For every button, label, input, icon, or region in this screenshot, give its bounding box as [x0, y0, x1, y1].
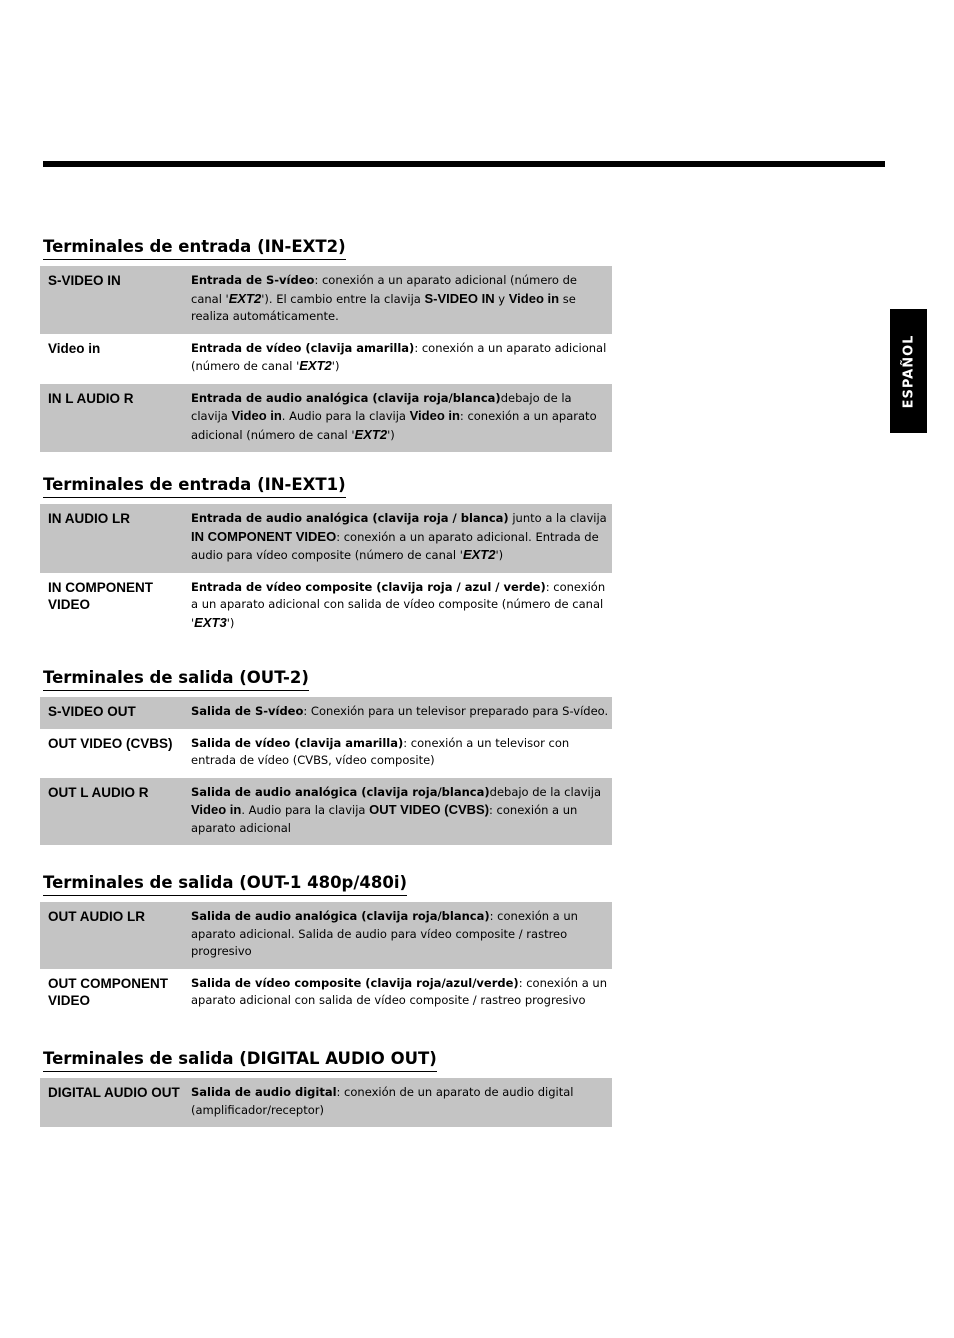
terminal-name: S-VIDEO IN — [48, 273, 121, 288]
description-text: . Audio para la clavija — [281, 409, 410, 423]
terminal-name: OUT VIDEO (CVBS) — [48, 735, 173, 751]
description-text: se realiza automáticamente. — [191, 291, 576, 323]
description-text: junto a la clavija — [508, 511, 607, 525]
description-text: S-VIDEO IN — [424, 290, 495, 306]
description-text: EXT2 — [354, 426, 388, 442]
terminal-table — [40, 266, 612, 452]
terminal-description — [191, 510, 612, 565]
description-text: Entrada de audio analógica (clavija roja/blanca) — [191, 390, 501, 405]
terminal-name: OUT COMPONENT VIDEO — [48, 975, 168, 1008]
description-text: Video in — [191, 802, 242, 817]
terminal-name: S-VIDEO OUT — [48, 704, 136, 719]
description-text: Salida de vídeo (clavija amarilla) — [191, 735, 404, 750]
description-text: Entrada de audio analógica (clavija roja / blanca) — [191, 511, 509, 525]
table-row — [40, 334, 612, 384]
description-text: ') — [495, 548, 504, 562]
description-text: Salida de S-vídeo — [191, 704, 304, 718]
table-row — [40, 729, 612, 778]
section-title: Terminales de entrada (IN-EXT1) — [43, 474, 346, 498]
description-text: : conexión a un aparato adicional (número de canal ' — [191, 409, 597, 442]
description-text: : conexión a un aparato adicional. Entrada de audio para vídeo composite (número de canal ' — [191, 529, 599, 562]
terminal-table — [40, 902, 612, 1018]
terminal-description — [191, 735, 612, 770]
terminal-name: OUT L AUDIO R — [48, 784, 149, 800]
description-text: Entrada de vídeo (clavija amarilla) — [191, 340, 415, 355]
table-row — [40, 573, 612, 641]
description-text: Video in — [231, 408, 282, 423]
section — [40, 1048, 612, 1127]
terminal-description — [191, 908, 612, 961]
table-row — [40, 266, 612, 334]
description-text: Video in — [409, 408, 460, 423]
description-text: Salida de audio digital — [191, 1085, 337, 1099]
terminal-name: OUT AUDIO LR — [48, 909, 145, 924]
description-text: y — [494, 291, 509, 306]
terminal-name: Video in — [48, 340, 101, 356]
description-text: Salida de audio analógica (clavija roja/blanca) — [191, 784, 490, 799]
description-text: ') — [387, 427, 395, 442]
description-text: Salida de vídeo composite (clavija roja/azul/verde) — [191, 975, 519, 990]
terminal-table — [40, 1078, 612, 1127]
section — [40, 236, 612, 452]
description-text: : conexión a un televisor con entrada de vídeo (CVBS, vídeo composite) — [191, 735, 570, 767]
description-text: : conexión de un aparato de audio digital (amplificador/receptor) — [191, 1085, 574, 1117]
description-text: ') — [226, 615, 235, 630]
description-text: : conexión a un aparato adicional con salida de vídeo composite (número de canal ' — [191, 579, 606, 630]
description-text: ') — [331, 359, 340, 373]
description-text: EXT3 — [194, 614, 227, 630]
description-text: : conexión a un aparato adicional (número de canal ' — [191, 340, 607, 373]
table-row — [40, 504, 612, 573]
description-text: : conexión a un aparato adicional (número de canal ' — [191, 273, 577, 306]
language-tab-label: ESPAÑOL — [901, 334, 917, 408]
description-text: Entrada de S-vídeo — [191, 273, 315, 287]
table-row — [40, 902, 612, 969]
terminal-name: IN L AUDIO R — [48, 390, 134, 406]
description-text: : conexión a un aparato adicional — [191, 803, 578, 835]
description-text: Entrada de vídeo composite (clavija roja / azul / verde) — [191, 579, 546, 594]
terminal-description — [191, 272, 612, 326]
terminal-table — [40, 697, 612, 845]
section-title: Terminales de salida (OUT-1 480p/480i) — [43, 872, 407, 896]
description-text: EXT2 — [228, 290, 262, 306]
table-row — [40, 384, 612, 453]
terminal-description — [191, 784, 612, 838]
description-text: debajo de la clavija — [191, 390, 572, 423]
terminal-description — [191, 1084, 612, 1119]
section — [40, 474, 612, 640]
table-row — [40, 778, 612, 846]
description-text: : conexión a un aparato adicional con salida de vídeo composite / rastreo progresivo — [191, 975, 607, 1007]
terminal-table — [40, 504, 612, 640]
terminal-description — [191, 390, 612, 445]
description-text: Salida de audio analógica (clavija roja/blanca) — [191, 909, 490, 923]
description-text: '). El cambio entre la clavija — [261, 291, 425, 306]
terminal-name: IN COMPONENT VIDEO — [48, 579, 154, 612]
description-text: OUT VIDEO (CVBS) — [369, 802, 490, 817]
description-text: : Conexión para un televisor preparado para S-vídeo. — [303, 704, 609, 718]
table-row — [40, 1078, 612, 1127]
terminal-description — [191, 579, 612, 633]
terminal-name: IN AUDIO LR — [48, 511, 130, 526]
terminal-description — [191, 703, 612, 721]
description-text: : conexión a un aparato adicional. Salida de audio para vídeo composite / rastreo progresivo — [191, 909, 578, 958]
section — [40, 667, 612, 845]
terminal-description — [191, 340, 612, 376]
description-text: Video in — [508, 290, 560, 306]
terminal-description — [191, 975, 612, 1010]
description-text: IN COMPONENT VIDEO — [191, 528, 337, 544]
language-tab — [890, 309, 927, 433]
description-text: . Audio para la clavija — [241, 803, 370, 817]
section-title: Terminales de salida (OUT-2) — [43, 667, 309, 691]
description-text: EXT2 — [462, 547, 496, 562]
terminal-name: DIGITAL AUDIO OUT — [48, 1085, 180, 1100]
table-row — [40, 969, 612, 1018]
section-title: Terminales de salida (DIGITAL AUDIO OUT) — [43, 1048, 437, 1072]
table-row — [40, 697, 612, 729]
description-text: EXT2 — [299, 358, 332, 373]
section — [40, 872, 612, 1018]
description-text: debajo de la clavija — [489, 784, 601, 799]
top-rule — [43, 161, 885, 167]
section-title: Terminales de entrada (IN-EXT2) — [43, 236, 346, 260]
